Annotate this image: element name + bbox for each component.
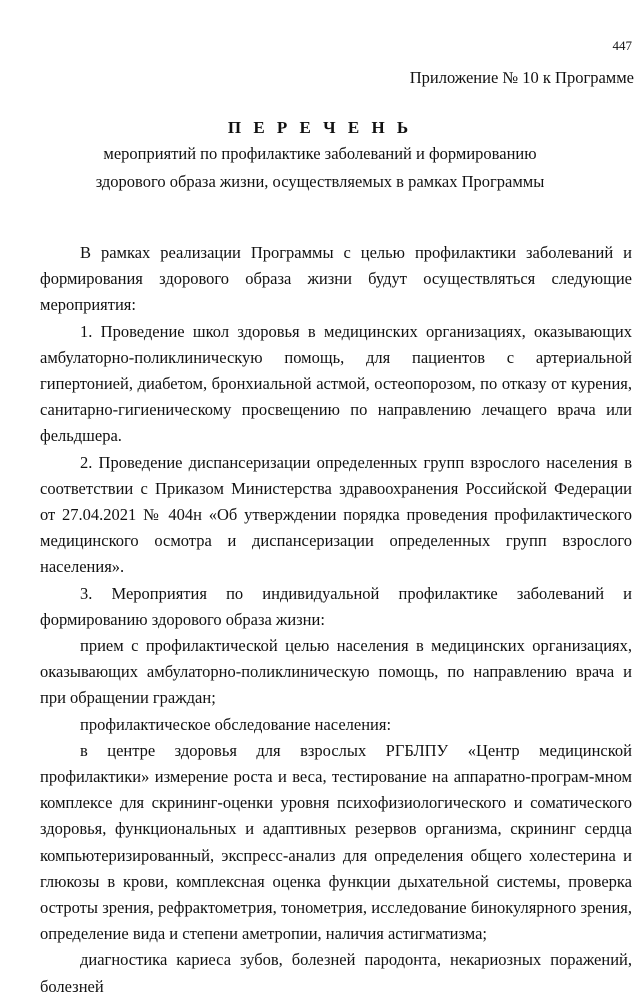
document-body [40, 240, 632, 1000]
page-number: 447 [612, 38, 632, 53]
dental-diagnostics-paragraph: диагностика кариеса зубов, болезней пародонта, некариозных поражений, болезней [40, 950, 632, 996]
document-subtitle-line-2: здорового образа жизни, осуществляемых в рамках Программы [95, 172, 545, 191]
item-2-paragraph: 2. Проведение диспансеризации определенных групп взрослого населения в соответствии с Приказом Министерства здравоохранения Российской Федерации от 27.04.2021 № 404н «Об утверждении порядка проведения профилактического медицинского осмотра и диспансеризации определенных групп взрослого населения». [40, 452, 632, 577]
appendix-reference: Приложение № 10 к Программе [409, 68, 634, 87]
subitem-examination-paragraph: профилактическое обследование населения: [80, 714, 392, 734]
item-1-paragraph: 1. Проведение школ здоровья в медицинских организациях, оказывающих амбулаторно-поликлиническую помощь, для пациентов с артериальной гипертонией, диабетом, бронхиальной астмой, остеопорозом, по отказу от курения, санитарно-гигиеническому просвещению по направлению лечащего врача или фельдшера. [40, 321, 632, 446]
health-center-paragraph: в центре здоровья для взрослых РГБЛПУ «Центр медицинской профилактики» измерение роста и веса, тестирование на аппаратно-програм-мном комплексе для скрининг-оценки уровня психофизиологического и соматического здоровья, функциональных и адаптивных резервов организма, скрининг сердца компьютеризированный, экспресс-анализ для определения общего холестерина и глюкозы в крови, комплексная оценка функции дыхательной системы, проверка остроты зрения, рефрактометрия, тонометрия, исследование бинокулярного зрения, определение вида и степени аметропии, наличия астигматизма; [40, 740, 632, 944]
document-title: П Е Р Е Ч Е Н Ь [227, 118, 413, 137]
intro-paragraph: В рамках реализации Программы с целью профилактики заболеваний и формирования здорового образа жизни будут осуществляться следующие мероприятия: [40, 243, 632, 315]
document-subtitle-line-1: мероприятий по профилактике заболеваний и формированию [103, 144, 537, 163]
title-block [0, 116, 640, 196]
subitem-reception-paragraph: прием с профилактической целью населения в медицинских организациях, оказывающих амбулаторно-поликлиническую помощь, по направлению врача и при обращении граждан; [40, 636, 632, 708]
item-3-paragraph: 3. Мероприятия по индивидуальной профилактике заболеваний и формированию здорового образа жизни: [40, 583, 632, 629]
